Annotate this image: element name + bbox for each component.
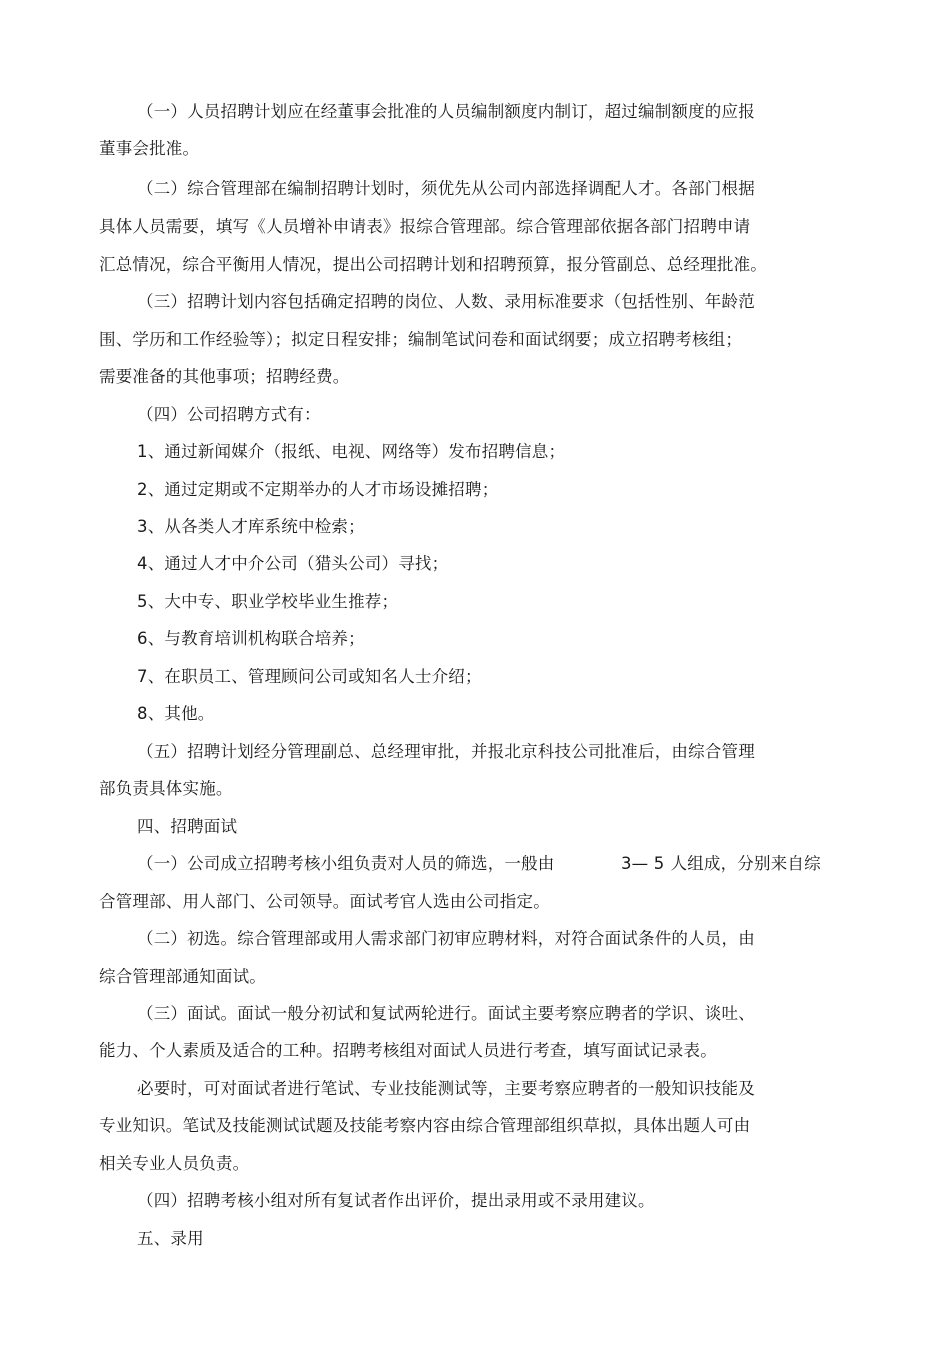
list-item: 5、大中专、职业学校毕业生推荐； <box>137 592 399 611</box>
paragraph-line <box>137 853 821 875</box>
paragraph-line: 专业知识。笔试及技能测试试题及技能考察内容由综合管理部组织草拟，具体出题人可由 <box>99 1116 751 1135</box>
paragraph-line: 需要准备的其他事项；招聘经费。 <box>99 367 350 386</box>
paragraph-line: （一）人员招聘计划应在经董事会批准的人员编制额度内制订，超过编制额度的应报 <box>137 102 755 121</box>
number-range: 3— 5 <box>620 854 665 873</box>
paragraph-line: （二）综合管理部在编制招聘计划时，须优先从公司内部选择调配人才。各部门根据 <box>137 179 755 198</box>
paragraph-line: （五）招聘计划经分管理副总、总经理审批，并报北京科技公司批准后，由综合管理 <box>137 742 755 761</box>
list-item: 7、在职员工、管理顾问公司或知名人士介绍； <box>137 667 482 686</box>
paragraph-line: （三）面试。面试一般分初试和复试两轮进行。面试主要考察应聘者的学识、谈吐、 <box>137 1004 755 1023</box>
paragraph-line: 能力、个人素质及适合的工种。招聘考核组对面试人员进行考查，填写面试记录表。 <box>99 1041 717 1060</box>
paragraph-line: 部负责具体实施。 <box>99 779 233 798</box>
paragraph-line: 汇总情况，综合平衡用人情况，提出公司招聘计划和招聘预算，报分管副总、总经理批准。 <box>99 255 767 274</box>
list-item: 2、通过定期或不定期举办的人才市场设摊招聘； <box>137 480 499 499</box>
paragraph-line: 具体人员需要，填写《人员增补申请表》报综合管理部。综合管理部依据各部门招聘申请 <box>99 217 751 236</box>
list-item: 3、从各类人才库系统中检索； <box>137 517 365 536</box>
section-heading: 四、招聘面试 <box>137 817 238 836</box>
paragraph-line: （二）初选。综合管理部或用人需求部门初审应聘材料，对符合面试条件的人员，由 <box>137 929 755 948</box>
paragraph-text: （一）公司成立招聘考核小组负责对人员的筛选，一般由 <box>137 854 555 873</box>
paragraph-line: 相关专业人员负责。 <box>99 1154 250 1173</box>
paragraph-line: （四）公司招聘方式有： <box>137 405 321 424</box>
paragraph-line: 必要时，可对面试者进行笔试、专业技能测试等，主要考察应聘者的一般知识技能及 <box>137 1079 755 1098</box>
paragraph-line: （三）招聘计划内容包括确定招聘的岗位、人数、录用标准要求（包括性别、年龄范 <box>137 292 755 311</box>
paragraph-line: 合管理部、用人部门、公司领导。面试考官人选由公司指定。 <box>99 892 550 911</box>
list-item: 4、通过人才中介公司（猎头公司）寻找； <box>137 554 449 573</box>
list-item: 6、与教育培训机构联合培养； <box>137 629 365 648</box>
paragraph-line: 围、学历和工作经验等）；拟定日程安排；编制笔试问卷和面试纲要；成立招聘考核组； <box>99 330 743 349</box>
paragraph-line: （四）招聘考核小组对所有复试者作出评价，提出录用或不录用建议。 <box>137 1191 655 1210</box>
paragraph-text: 人组成，分别来自综 <box>670 854 821 873</box>
list-item: 8、其他。 <box>137 704 215 723</box>
list-item: 1、通过新闻媒介（报纸、电视、网络等）发布招聘信息； <box>137 442 566 461</box>
paragraph-line: 董事会批准。 <box>99 139 200 158</box>
paragraph-line: 综合管理部通知面试。 <box>99 967 266 986</box>
section-heading: 五、录用 <box>137 1229 204 1248</box>
